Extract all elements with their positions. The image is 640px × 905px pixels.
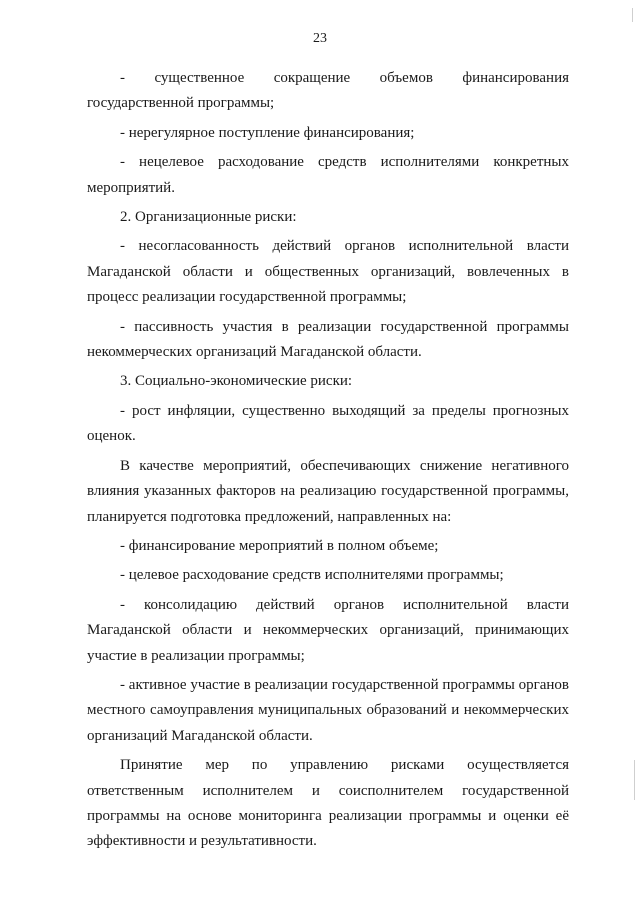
- paragraph: - несогласованность действий органов исполнительной власти Магаданской области и общественных организаций, вовлеченных в процесс реализации государственной программы;: [87, 238, 569, 306]
- section-heading: 2. Организационные риски:: [120, 209, 297, 226]
- paragraph: - рост инфляции, существенно выходящий за пределы прогнозных оценок.: [87, 402, 569, 445]
- paragraph: - нерегулярное поступление финансирования;: [120, 124, 415, 141]
- page-number: 23: [313, 31, 327, 46]
- scan-artifact: [634, 760, 635, 800]
- paragraph: - целевое расходование средств исполнителями программы;: [120, 567, 504, 584]
- paragraph: - нецелевое расходование средств исполнителями конкретных мероприятий.: [87, 154, 569, 196]
- paragraph: - финансирование мероприятий в полном объеме;: [120, 537, 439, 554]
- paragraph: - консолидацию действий органов исполнительной власти Магаданской области и некоммерческих организаций, принимающих участие в реализации программы;: [87, 596, 569, 664]
- scan-artifact: [632, 8, 633, 22]
- paragraph: - пассивность участия в реализации государственной программы некоммерческих организаций Магаданской области.: [87, 318, 569, 361]
- paragraph: В качестве мероприятий, обеспечивающих снижение негативного влияния указанных факторов на реализацию государственной программы, планируется подготовка предложений, направленных на:: [87, 457, 569, 525]
- paragraph: Принятие мер по управлению рисками осуществляется ответственным исполнителем и соисполнителем государственной программы на основе мониторинга реализации программы и оценки её эффективности и результативности.: [87, 757, 569, 850]
- paragraph: - активное участие в реализации государственной программы органов местного самоуправления муниципальных образований и некоммерческих организаций Магаданской области.: [87, 676, 569, 744]
- section-heading: 3. Социально-экономические риски:: [120, 373, 353, 390]
- document-body: [87, 66, 569, 855]
- paragraph: - существенное сокращение объемов финансирования государственной программы;: [87, 70, 569, 112]
